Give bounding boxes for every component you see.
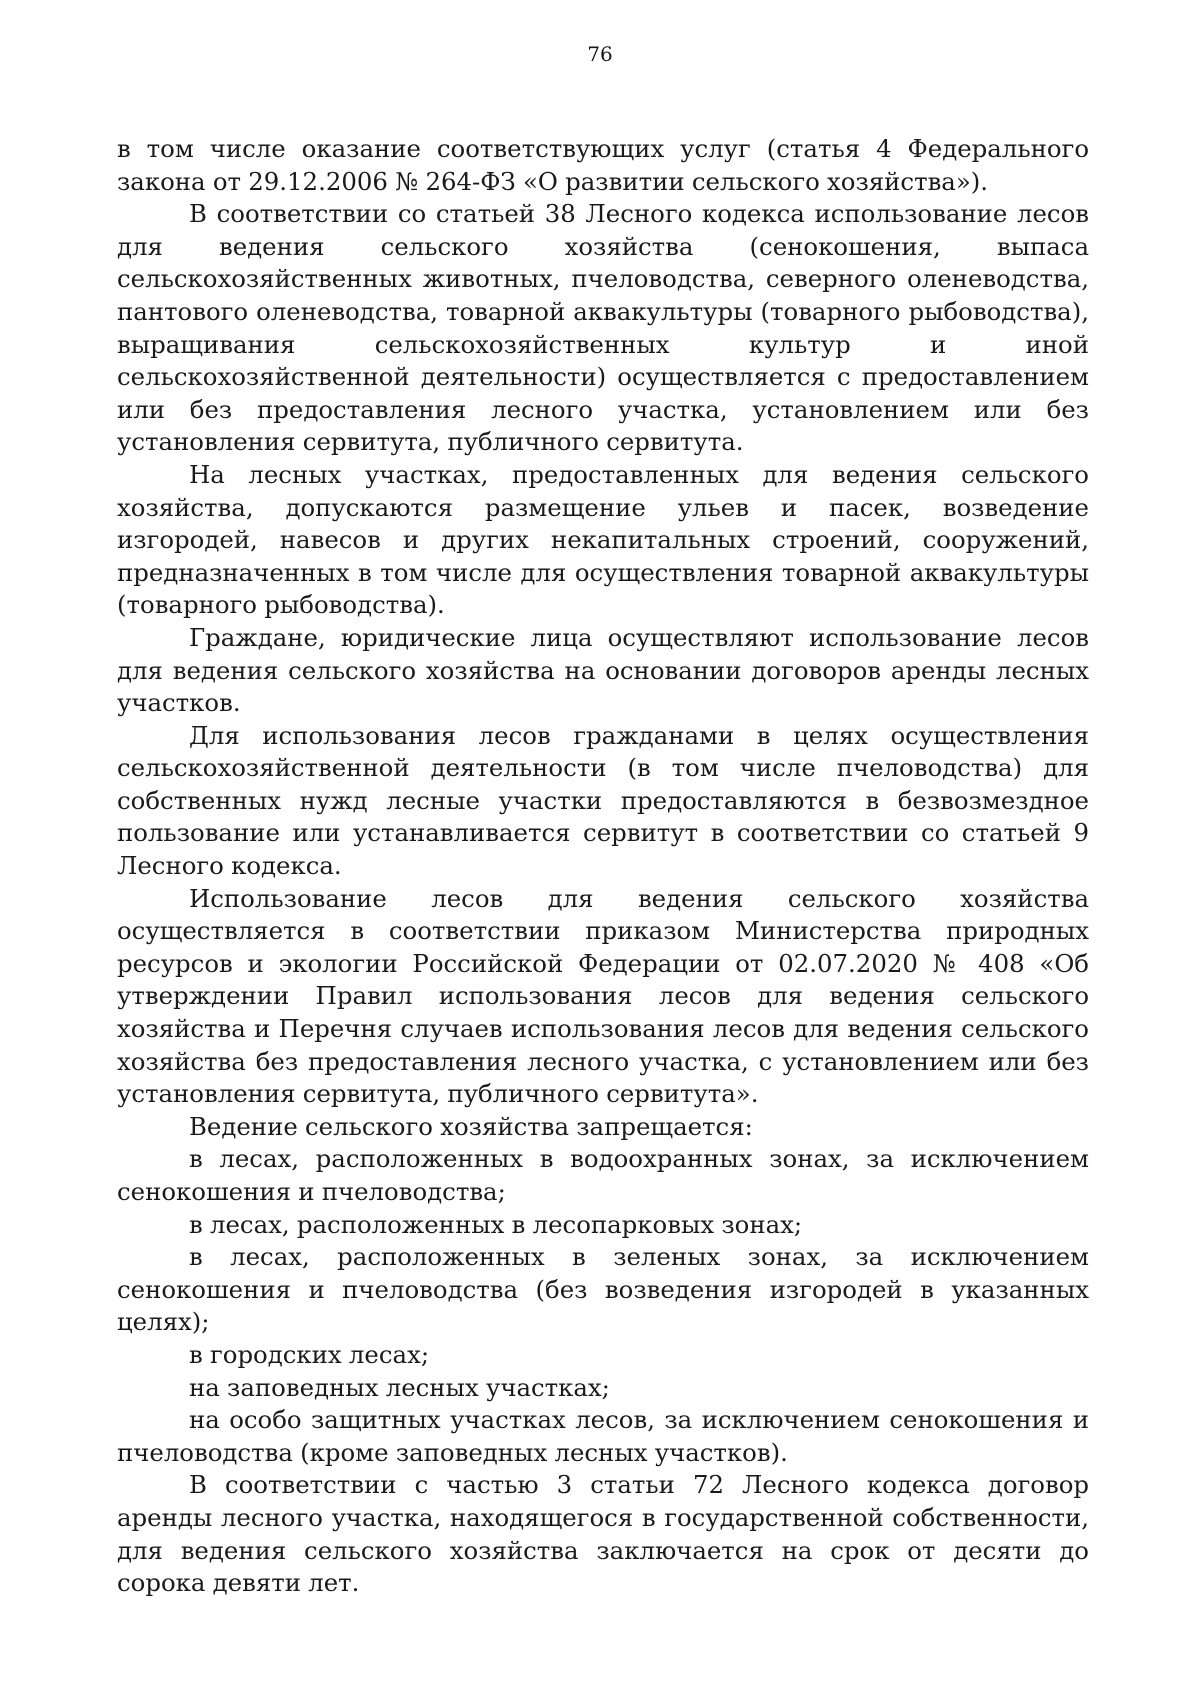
prohibition-item-water-zones: в лесах, расположенных в водоохранных зонах, за исключением сенокошения и пчеловодства; (117, 1144, 1089, 1206)
paragraph-prohibition-intro: Ведение сельского хозяйства запрещается: (189, 1111, 753, 1141)
paragraph-own-needs: Для использования лесов гражданами в целях осуществления сельскохозяйственной деятельности (в том числе пчеловодства) для собственных нужд лесные участки предоставляются в безвозмездное пользование или устанавливается сервитут в соответствии со статьей 9 Лесного кодекса. (117, 720, 1089, 881)
paragraph-lease-basis: Граждане, юридические лица осуществляют использование лесов для ведения сельского хозяйства на основании договоров аренды лесных участков. (117, 622, 1089, 718)
paragraph-ministry-order: Использование лесов для ведения сельского хозяйства осуществляется в соответствии приказом Министерства природных ресурсов и экологии Российской Федерации от 02.07.2020 № 408 «Об утверждении Правил использования лесов для ведения сельского хозяйства и Перечня случаев использования лесов для ведения сельского хозяйства без предоставления лесного участка, с установлением или без установления сервитута, публичного сервитута». (117, 883, 1089, 1109)
prohibition-item-green-zones: в лесах, расположенных в зеленых зонах, за исключением сенокошения и пчеловодства (без возведения изгородей в указанных целях); (117, 1242, 1089, 1337)
paragraph-permitted-structures: На лесных участках, предоставленных для ведения сельского хозяйства, допускаются размещение ульев и пасек, возведение изгородей, навесов и других некапитальных строений, сооружений, предназначенных в том числе для осуществления товарной аквакультуры (товарного рыбоводства). (117, 459, 1089, 620)
paragraph-article-38: В соответствии со статьей 38 Лесного кодекса использование лесов для ведения сельского хозяйства (сенокошения, выпаса сельскохозяйственных животных, пчеловодства, северного оленеводства, пантового оленеводства, товарной аквакультуры (товарного рыбоводства), выращивания сельскохозяйственных культур и иной сельскохозяйственной деятельности) осуществляется с предоставлением или без предоставления лесного участка, установлением или без установления сервитута, публичного сервитута. (117, 199, 1089, 457)
prohibition-item-forest-park-zones: в лесах, расположенных в лесопарковых зонах; (189, 1209, 803, 1239)
prohibition-item-urban-forests: в городских лесах; (189, 1339, 430, 1369)
paragraph-continuation: в том числе оказание соответствующих услуг (статья 4 Федерального закона от 29.12.2006 № 264-ФЗ «О развитии сельского хозяйства»). (117, 134, 1089, 196)
prohibition-item-protective-plots: на особо защитных участках лесов, за исключением сенокошения и пчеловодства (кроме заповедных лесных участков). (117, 1405, 1089, 1467)
page-number: 76 (587, 42, 613, 66)
paragraph-lease-term: В соответствии с частью 3 статьи 72 Лесного кодекса договор аренды лесного участка, находящегося в государственной собственности, для ведения сельского хозяйства заключается на срок от десяти до сорока девяти лет. (117, 1470, 1089, 1598)
document-body (117, 133, 1089, 1600)
prohibition-item-reserved-plots: на заповедных лесных участках; (189, 1372, 610, 1402)
